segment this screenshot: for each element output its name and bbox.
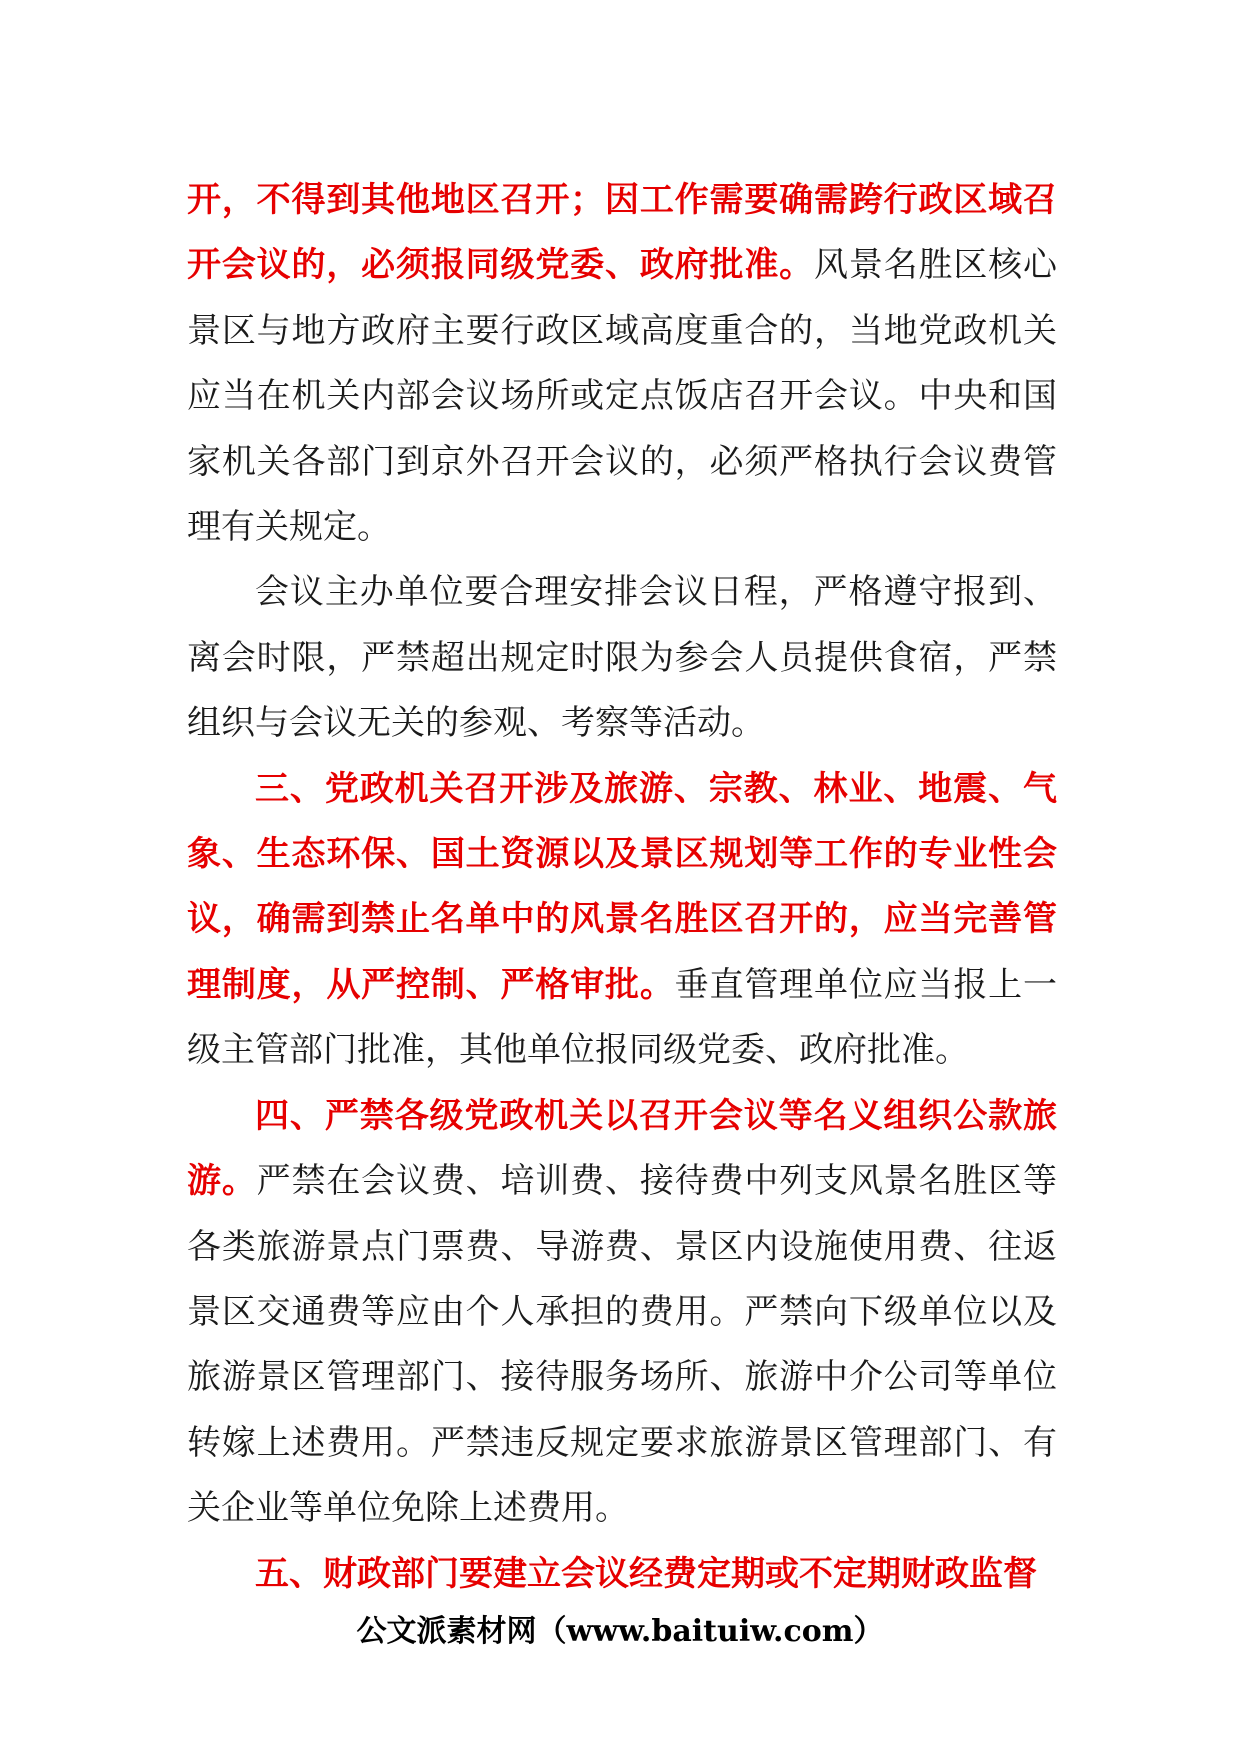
highlighted-text: 四、严禁各级党政机关以召开会议等名义组织公款旅游。 <box>187 1095 1057 1202</box>
footer-watermark: 公文派素材网（www.baituiw.com） <box>356 1614 884 1649</box>
body-text: 会议主办单位要合理安排会议日程，严格遵守报到、离会时限，严禁超出规定时限为参会人员提供食宿，严禁组织与会议无关的参观、考察等活动。 <box>187 572 1057 744</box>
paragraph <box>187 168 1057 560</box>
highlighted-text: 三、党政机关召开涉及旅游、宗教、林业、地震、气象、生态环保、国土资源以及景区规划等工作的专业性会议，确需到禁止名单中的风景名胜区召开的，应当完善管理制度，从严控制、严格审批。 <box>187 768 1057 1005</box>
body-text: 严禁在会议费、培训费、接待费中列支风景名胜区等各类旅游景点门票费、导游费、景区内设施使用费、往返景区交通费等应由个人承担的费用。严禁向下级单位以及旅游景区管理部门、接待服务场所、旅游中介公司等单位转嫁上述费用。严禁违反规定要求旅游景区管理部门、有关企业等单位免除上述费用。 <box>187 1161 1058 1529</box>
highlighted-text: 五、财政部门要建立会议经费定期或不定期财政监督 <box>255 1553 1037 1594</box>
paragraph <box>187 1542 1057 1607</box>
paragraph <box>187 560 1057 756</box>
paragraph <box>187 757 1057 1084</box>
body-text: 风景名胜区核心景区与地方政府主要行政区域高度重合的，当地党政机关应当在机关内部会议场所或定点饭店召开会议。中央和国家机关各部门到京外召开会议的，必须严格执行会议费管理有关规定。 <box>187 245 1057 548</box>
document-body <box>187 168 1057 1607</box>
paragraph <box>187 1084 1057 1542</box>
highlighted-text: 开，不得到其他地区召开；因工作需要确需跨行政区域召开会议的，必须报同级党委、政府批准。 <box>187 180 1057 286</box>
body-text: 垂直管理单位应当报上一级主管部门批准，其他单位报同级党委、政府批准。 <box>187 964 1058 1071</box>
